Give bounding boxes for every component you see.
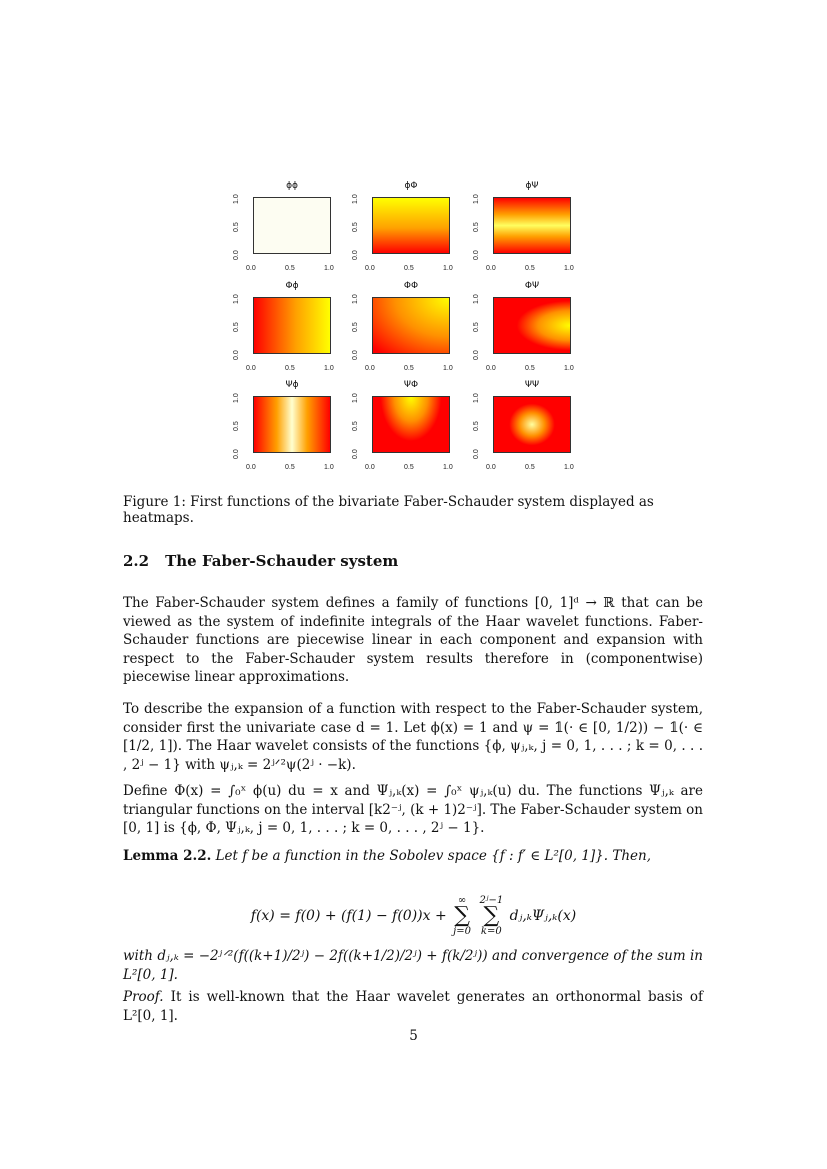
page-number: 5 [409, 1028, 418, 1044]
x-tick-label: 0.0 [365, 464, 375, 471]
sigma-icon: ∑ [454, 903, 470, 928]
y-tick-label: 1.0 [352, 393, 359, 403]
panel-title-Psi-Phi: ΨΦ [403, 380, 419, 390]
y-tick-label: 0.5 [473, 421, 480, 431]
panel-title-Phi-Phi: ΦΦ [403, 281, 419, 291]
x-tick-label: 0.5 [285, 464, 295, 471]
heatmap-Phi-phi [253, 297, 331, 354]
y-tick-label: 1.0 [352, 194, 359, 204]
x-tick-label: 0.5 [285, 365, 295, 372]
y-tick-label: 0.0 [352, 250, 359, 260]
y-tick-label: 1.0 [473, 294, 480, 304]
y-tick-label: 0.0 [473, 449, 480, 459]
y-tick-label: 1.0 [352, 294, 359, 304]
x-tick-label: 0.5 [404, 464, 414, 471]
x-tick-label: 1.0 [443, 265, 453, 272]
x-tick-label: 0.0 [365, 265, 375, 272]
lemma-text: Let f be a function in the Sobolev space {f : f′ ∈ L²[0, 1]}. Then, [215, 848, 652, 864]
x-tick-label: 0.5 [525, 365, 535, 372]
paragraph-3: Define Φ(x) = ∫₀ˣ ϕ(u) du = x and Ψⱼ,ₖ(x) = ∫₀ˣ ψⱼ,ₖ(u) du. The functions Ψⱼ,ₖ are triangular functions on the interval [k2⁻ʲ, (k + 1)2⁻ʲ]. The Faber-Schauder system on [0, 1] is {ϕ, Φ, Ψⱼ,ₖ, j = 0, 1, . . . ; k = 0, . . . , 2ʲ − 1}. [123, 783, 703, 836]
y-tick-label: 1.0 [233, 194, 240, 204]
proof-label: Proof. [123, 989, 164, 1005]
section-title: The Faber-Schauder system [165, 552, 399, 570]
paragraph-1: The Faber-Schauder system defines a family of functions [0, 1]ᵈ → ℝ that can be viewed as the system of indefinite integrals of the Haar wavelet functions. Faber-Schauder functions are piecewise linear in each component and expansion with respect to the Faber-Schauder system results therefore in (componentwise) piecewise linear approximations. [123, 595, 703, 685]
x-tick-label: 0.5 [404, 365, 414, 372]
heatmap-Psi-phi [253, 396, 331, 453]
equation-rhs: dⱼ,ₖΨⱼ,ₖ(x) [509, 908, 577, 924]
x-tick-label: 1.0 [564, 265, 574, 272]
panel-title-Phi-phi: Φϕ [285, 281, 299, 291]
y-tick-label: 0.5 [473, 322, 480, 332]
sum-j-top: ∞ [457, 895, 467, 906]
lemma-statement [123, 847, 703, 866]
heatmap-phi-Psi [493, 197, 571, 254]
x-tick-label: 0.0 [486, 464, 496, 471]
y-tick-label: 0.5 [352, 421, 359, 431]
x-tick-label: 1.0 [564, 464, 574, 471]
x-tick-label: 0.5 [525, 265, 535, 272]
lemma-equation [0, 895, 827, 937]
x-tick-label: 1.0 [443, 464, 453, 471]
y-tick-label: 0.5 [233, 322, 240, 332]
x-tick-label: 1.0 [324, 365, 334, 372]
panel-title-Psi-Psi: ΨΨ [524, 380, 540, 390]
sum-k [479, 895, 503, 937]
x-tick-label: 0.5 [404, 265, 414, 272]
y-tick-label: 0.0 [352, 449, 359, 459]
proof-text: It is well-known that the Haar wavelet generates an orthonormal basis of L²[0, 1]. [123, 989, 704, 1024]
y-tick-label: 1.0 [233, 393, 240, 403]
equation-lhs: f(x) = f(0) + (f(1) − f(0))x + [250, 908, 452, 924]
y-tick-label: 0.0 [473, 350, 480, 360]
paragraph-2: To describe the expansion of a function with respect to the Faber-Schauder system, consider first the univariate case d = 1. Let ϕ(x) = 1 and ψ = 𝟙(· ∈ [0, 1/2)) − 𝟙(· ∈ [1/2, 1]). The Haar wavelet consists of the functions {ϕ, ψⱼ,ₖ, j = 0, 1, . . . ; k = 0, . . . , 2ʲ − 1} with ψⱼ,ₖ = 2ʲᐟ²ψ(2ʲ · −k). [123, 701, 703, 773]
x-tick-label: 1.0 [324, 464, 334, 471]
y-tick-label: 1.0 [473, 194, 480, 204]
x-tick-label: 0.0 [246, 265, 256, 272]
x-tick-label: 1.0 [564, 365, 574, 372]
y-tick-label: 1.0 [233, 294, 240, 304]
y-tick-label: 0.5 [233, 421, 240, 431]
x-tick-label: 1.0 [443, 365, 453, 372]
x-tick-label: 0.0 [246, 365, 256, 372]
heatmap-Psi-Phi [372, 396, 450, 453]
figure-caption: Figure 1: First functions of the bivariate Faber-Schauder system displayed as heatmaps. [123, 494, 654, 526]
y-tick-label: 0.5 [352, 222, 359, 232]
y-tick-label: 0.0 [233, 449, 240, 459]
y-tick-label: 0.5 [352, 322, 359, 332]
proof [123, 988, 703, 1025]
panel-title-phi-Psi: ϕΨ [525, 181, 539, 191]
heatmap-Psi-Psi [493, 396, 571, 453]
y-tick-label: 0.0 [352, 350, 359, 360]
section-number: 2.2 [123, 552, 150, 570]
y-tick-label: 1.0 [473, 393, 480, 403]
lemma-with-clause: with dⱼ,ₖ = −2ʲᐟ²(f((k+1)/2ʲ) − 2f((k+1/2)/2ʲ) + f(k/2ʲ)) and convergence of the sum in L²[0, 1]. [123, 948, 703, 983]
y-tick-label: 0.0 [233, 250, 240, 260]
sum-j-bottom: j=0 [453, 926, 471, 937]
panel-title-phi-phi: ϕϕ [286, 181, 298, 191]
panel-title-Psi-phi: Ψϕ [285, 380, 299, 390]
sum-j [453, 895, 471, 937]
sigma-icon: ∑ [483, 903, 500, 928]
x-tick-label: 0.0 [246, 464, 256, 471]
y-tick-label: 0.5 [233, 222, 240, 232]
sum-k-top: 2ʲ−1 [479, 895, 504, 906]
y-tick-label: 0.5 [473, 222, 480, 232]
heatmap-Phi-Psi [493, 297, 571, 354]
x-tick-label: 0.5 [285, 265, 295, 272]
panel-title-Phi-Psi: ΦΨ [524, 281, 540, 291]
lemma-label: Lemma 2.2. [123, 848, 212, 864]
x-tick-label: 0.0 [486, 365, 496, 372]
section-heading [123, 552, 398, 570]
y-tick-label: 0.0 [473, 250, 480, 260]
x-tick-label: 0.0 [365, 365, 375, 372]
x-tick-label: 0.0 [486, 265, 496, 272]
x-tick-label: 1.0 [324, 265, 334, 272]
x-tick-label: 0.5 [525, 464, 535, 471]
sum-k-bottom: k=0 [480, 926, 502, 937]
heatmap-Phi-Phi [372, 297, 450, 354]
heatmap-phi-Phi [372, 197, 450, 254]
y-tick-label: 0.0 [233, 350, 240, 360]
heatmap-phi-phi [253, 197, 331, 254]
panel-title-phi-Phi: ϕΦ [404, 181, 418, 191]
